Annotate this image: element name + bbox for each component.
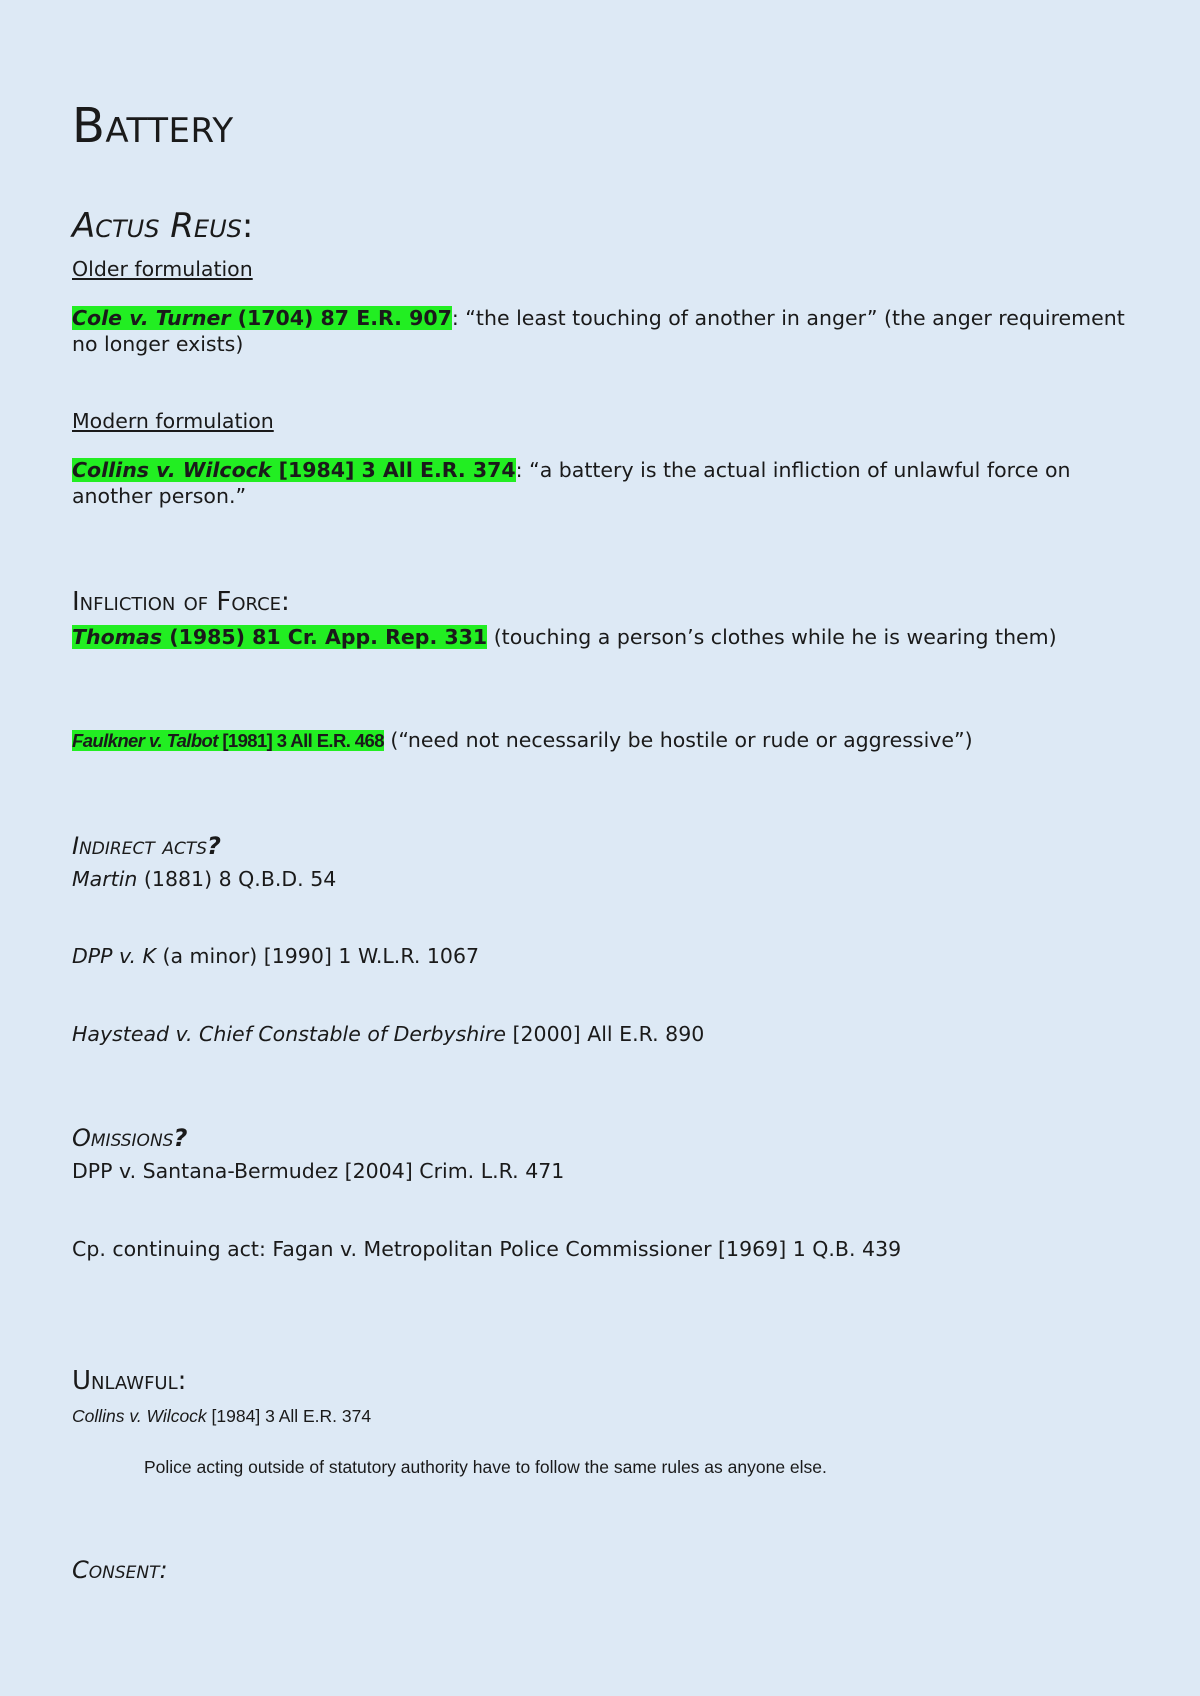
thomas-paragraph: Thomas (1985) 81 Cr. App. Rep. 331 (touching a person’s clothes while he is wearing them) bbox=[72, 625, 1057, 649]
case-citation-faulkner-v-talbot: Faulkner v. Talbot [1981] 3 All E.R. 468 bbox=[72, 730, 384, 751]
unlawful-collins-citation: Collins v. Wilcock [1984] 3 All E.R. 374 bbox=[72, 1406, 372, 1426]
page-title: Battery bbox=[72, 98, 234, 154]
cole-v-turner-paragraph: Cole v. Turner (1704) 87 E.R. 907: “the least touching of another in anger” (the anger requirement no longer exists) bbox=[72, 306, 1125, 356]
case-citation-cole-v-turner: Cole v. Turner (1704) 87 E.R. 907 bbox=[72, 306, 452, 330]
modern-formulation-label: Modern formulation bbox=[72, 409, 274, 433]
police-authority-note: Police acting outside of statutory authority have to follow the same rules as anyone else. bbox=[144, 1457, 827, 1477]
santana-bermudez-citation: DPP v. Santana-Bermudez [2004] Crim. L.R. 471 bbox=[72, 1159, 565, 1183]
section-heading-actus-reus: Actus Reus: bbox=[72, 206, 254, 246]
section-heading-consent: Consent: bbox=[72, 1556, 168, 1584]
older-formulation-label: Older formulation bbox=[72, 257, 253, 281]
dpp-v-k-citation: DPP v. K (a minor) [1990] 1 W.L.R. 1067 bbox=[72, 944, 480, 968]
haystead-citation: Haystead v. Chief Constable of Derbyshire [2000] All E.R. 890 bbox=[72, 1022, 705, 1046]
martin-citation: Martin (1881) 8 Q.B.D. 54 bbox=[72, 867, 337, 891]
case-citation-collins-v-wilcock: Collins v. Wilcock [1984] 3 All E.R. 374 bbox=[72, 458, 516, 482]
faulkner-paragraph: Faulkner v. Talbot [1981] 3 All E.R. 468 (“need not necessarily be hostile or rude or aggressive”) bbox=[72, 728, 973, 752]
section-heading-unlawful: Unlawful: bbox=[72, 1366, 187, 1396]
section-heading-omissions: Omissions? bbox=[72, 1124, 188, 1152]
case-citation-thomas: Thomas (1985) 81 Cr. App. Rep. 331 bbox=[72, 625, 488, 649]
section-heading-indirect-acts: Indirect acts? bbox=[72, 832, 221, 860]
collins-v-wilcock-paragraph: Collins v. Wilcock [1984] 3 All E.R. 374: “a battery is the actual infliction of unlawful force on another person.” bbox=[72, 458, 1071, 508]
fagan-citation: Cp. continuing act: Fagan v. Metropolitan Police Commissioner [1969] 1 Q.B. 439 bbox=[72, 1237, 902, 1261]
section-heading-infliction-of-force: Infliction of Force: bbox=[72, 587, 290, 617]
